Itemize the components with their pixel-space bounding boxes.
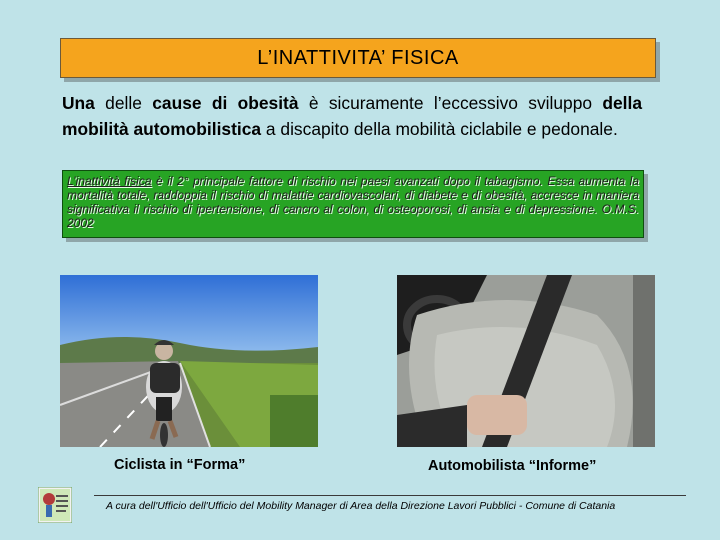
footer-credit: A cura dell'Ufficio dell'Ufficio del Mobility Manager di Area della Direzione Lavori Pubblici - Comune di Catania — [106, 500, 616, 512]
footer-divider — [94, 495, 686, 496]
intro-text-1: delle — [94, 93, 153, 113]
intro-bold-una: Una — [62, 93, 95, 113]
intro-paragraph — [62, 90, 642, 142]
intro-text-2: è sicuramente l’eccessivo sviluppo — [298, 93, 603, 113]
slide-title: L’INATTIVITA’ FISICA — [257, 46, 459, 69]
who-note-box — [62, 170, 644, 238]
note-underlined-term: L’inattività fisica — [67, 174, 152, 188]
slide-title-banner — [60, 38, 656, 78]
driver-photo — [397, 275, 655, 447]
intro-text-3: a discapito della mobilità ciclabile e pedonale. — [261, 119, 618, 139]
municipality-logo — [38, 487, 72, 523]
intro-bold-cause: cause di obesità — [152, 93, 299, 113]
cyclist-caption: Ciclista in “Forma” — [114, 457, 246, 473]
cyclist-photo — [60, 275, 318, 447]
intro-bold-mobility: della mobilità automobilistica — [62, 93, 643, 139]
note-body: è il 2° principale fattore di rischio nei paesi avanzati dopo il tabagismo. Essa aumenta la mortalità totale, raddoppia il rischio di malattie cardiovascolari, di diabete e di obesità, accresce in maniera significativa il rischio di ipertensione, di cancro al colon, di osteoporosi, di ansia e di depressione. O.M.S. 2002 — [67, 174, 640, 230]
driver-caption: Automobilista “Informe” — [428, 458, 597, 474]
who-note-text — [67, 174, 639, 230]
